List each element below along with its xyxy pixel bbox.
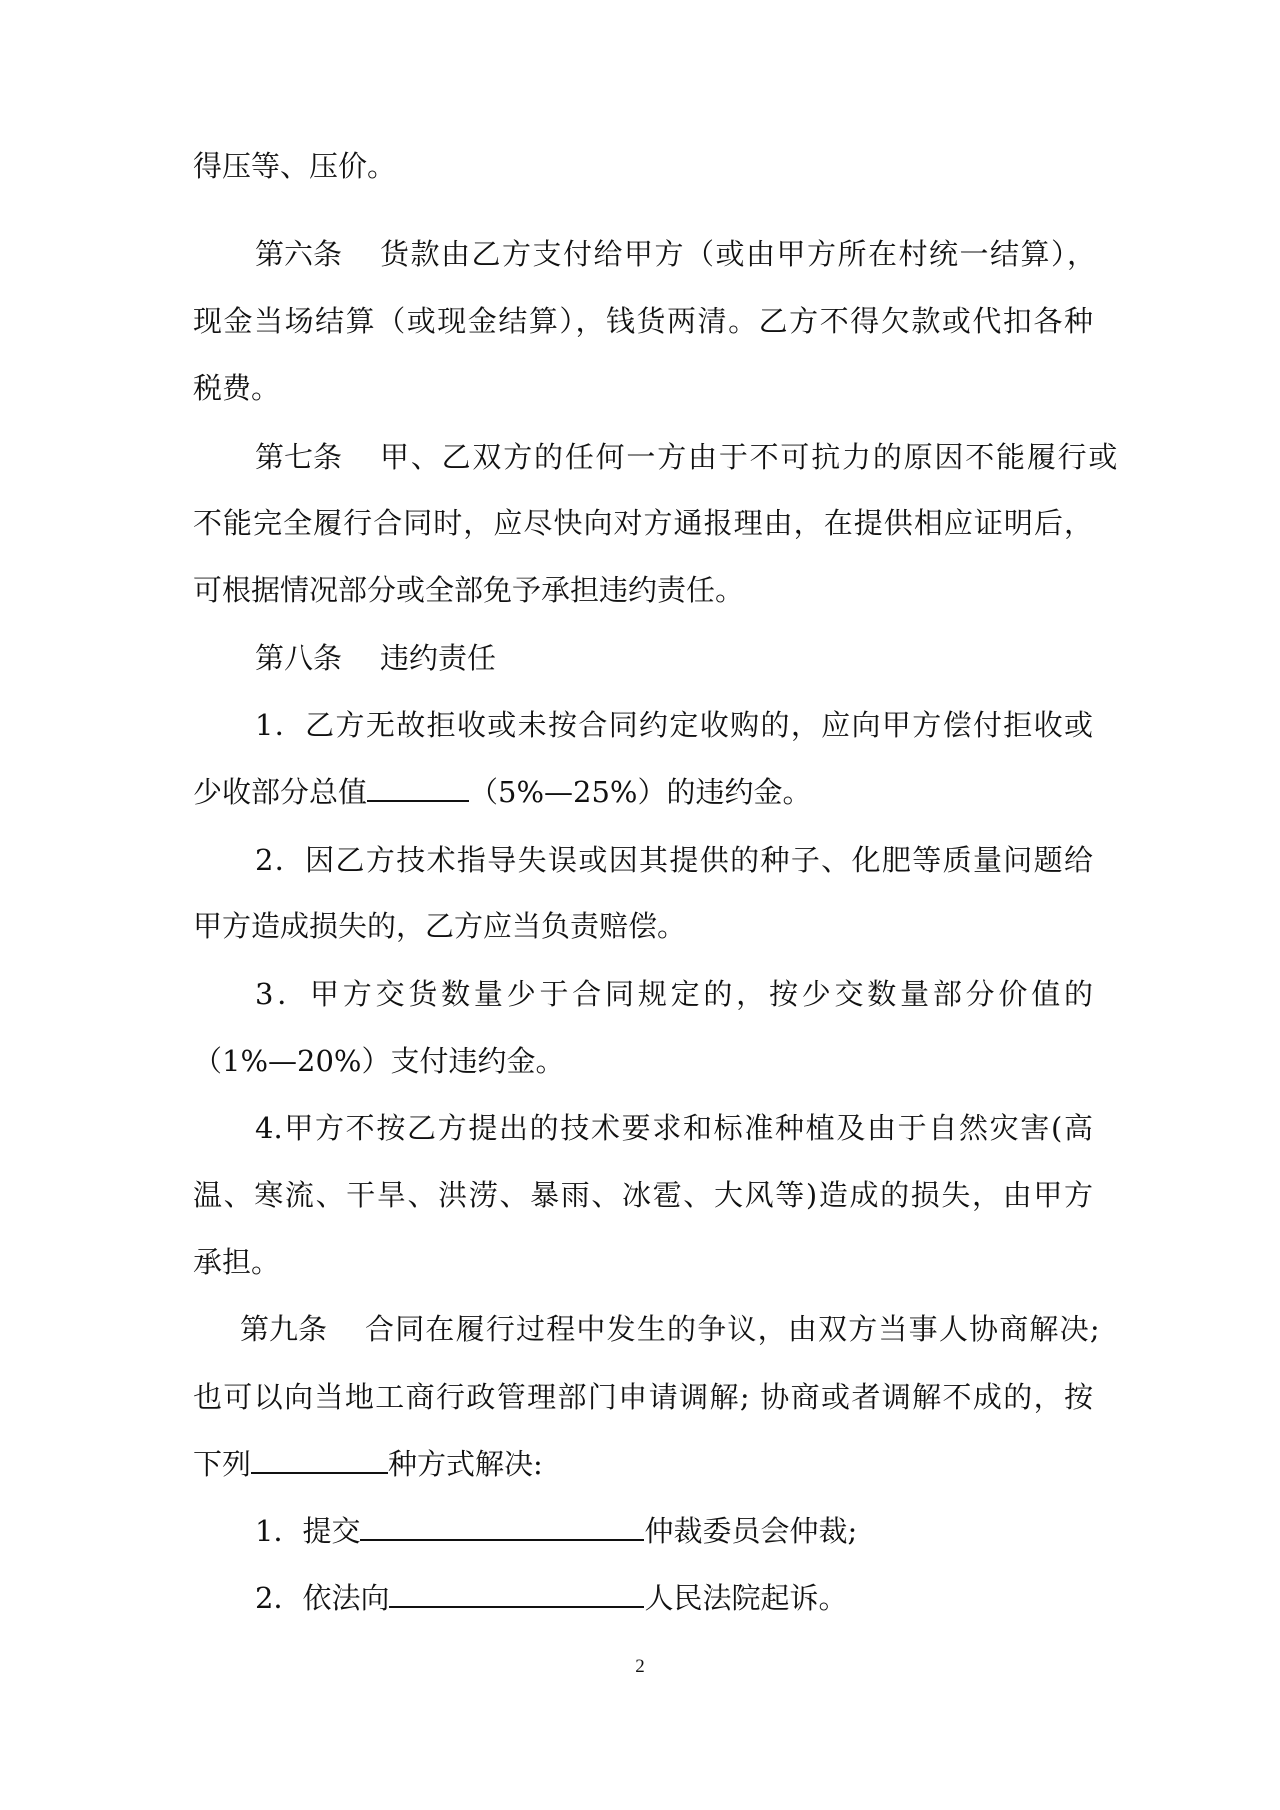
article-9-line-1 (240, 1309, 1101, 1349)
article-9-text: 合同在履行过程中发生的争议，由双方当事人协商解决; (365, 1312, 1101, 1346)
article-9-heading: 第九条 (240, 1312, 328, 1346)
article-6-line-2: 现金当场结算（或现金结算），钱货两清。乙方不得欠款或代扣各种 (193, 304, 1093, 338)
article-8-title: 违约责任 (380, 641, 497, 675)
article-8-item-1-line-2 (193, 772, 811, 812)
article-9-line-2: 也可以向当地工商行政管理部门申请调解; 协商或者调解不成的，按 (193, 1380, 1093, 1414)
lawsuit-text-after-blank: 人民法院起诉。 (644, 1581, 848, 1615)
article-8-item-1-line-1: 1．乙方无故拒收或未按合同约定收购的，应向甲方偿付拒收或 (255, 708, 1093, 742)
article-8-heading-line (255, 638, 496, 678)
article-9-text-after-blank: 种方式解决: (388, 1447, 543, 1481)
article-8-item-2-line-1: 2．因乙方技术指导失误或因其提供的种子、化肥等质量问题给 (255, 843, 1093, 877)
lawsuit-option (255, 1578, 847, 1618)
article-9-line-3 (193, 1444, 543, 1484)
page-number: 2 (635, 1656, 645, 1677)
article-7-text: 甲、乙双方的任何一方由于不可抗力的原因不能履行或 (380, 440, 1120, 474)
method-count-blank (251, 1446, 388, 1474)
article-8-item-4-line-3: 承担。 (193, 1245, 281, 1279)
article-6-line-1 (255, 234, 1098, 274)
arbitration-text-after-blank: 仲裁委员会仲裁; (644, 1514, 858, 1548)
arbitration-option (255, 1511, 857, 1551)
article-8-item-2-line-2: 甲方造成损失的，乙方应当负责赔偿。 (193, 909, 687, 943)
article-8-item-4-line-1: 4.甲方不按乙方提出的技术要求和标准种植及由于自然灾害(高 (255, 1111, 1093, 1145)
lawsuit-text-before-blank: 2．依法向 (255, 1581, 390, 1615)
article-6-line-3: 税费。 (193, 371, 281, 405)
item-1-text-after-blank: （5%—25%）的违约金。 (469, 775, 812, 809)
article-8-item-4-line-2: 温、寒流、干旱、洪涝、暴雨、冰雹、大风等)造成的损失，由甲方 (193, 1178, 1093, 1212)
article-6-text: 货款由乙方支付给甲方（或由甲方所在村统一结算）， (380, 237, 1098, 271)
continued-line: 得压等、压价。 (193, 149, 397, 183)
article-6-heading: 第六条 (255, 237, 343, 271)
article-8-item-3-line-2: （1%—20%）支付违约金。 (193, 1044, 565, 1078)
article-8-heading: 第八条 (255, 641, 343, 675)
arbitration-committee-blank (360, 1513, 644, 1541)
arbitration-text-before-blank: 1．提交 (255, 1514, 361, 1548)
article-7-line-3: 可根据情况部分或全部免予承担违约责任。 (193, 573, 745, 607)
article-7-line-1 (255, 437, 1119, 477)
article-8-item-3-line-1: 3．甲方交货数量少于合同规定的，按少交数量部分价值的 (255, 977, 1093, 1011)
court-name-blank (389, 1580, 644, 1608)
penalty-rate-blank (367, 774, 469, 802)
item-1-text-before-blank: 少收部分总值 (193, 775, 368, 809)
article-7-heading: 第七条 (255, 440, 343, 474)
article-7-line-2: 不能完全履行合同时，应尽快向对方通报理由，在提供相应证明后， (193, 506, 1093, 540)
article-9-text-before-blank: 下列 (193, 1447, 252, 1481)
